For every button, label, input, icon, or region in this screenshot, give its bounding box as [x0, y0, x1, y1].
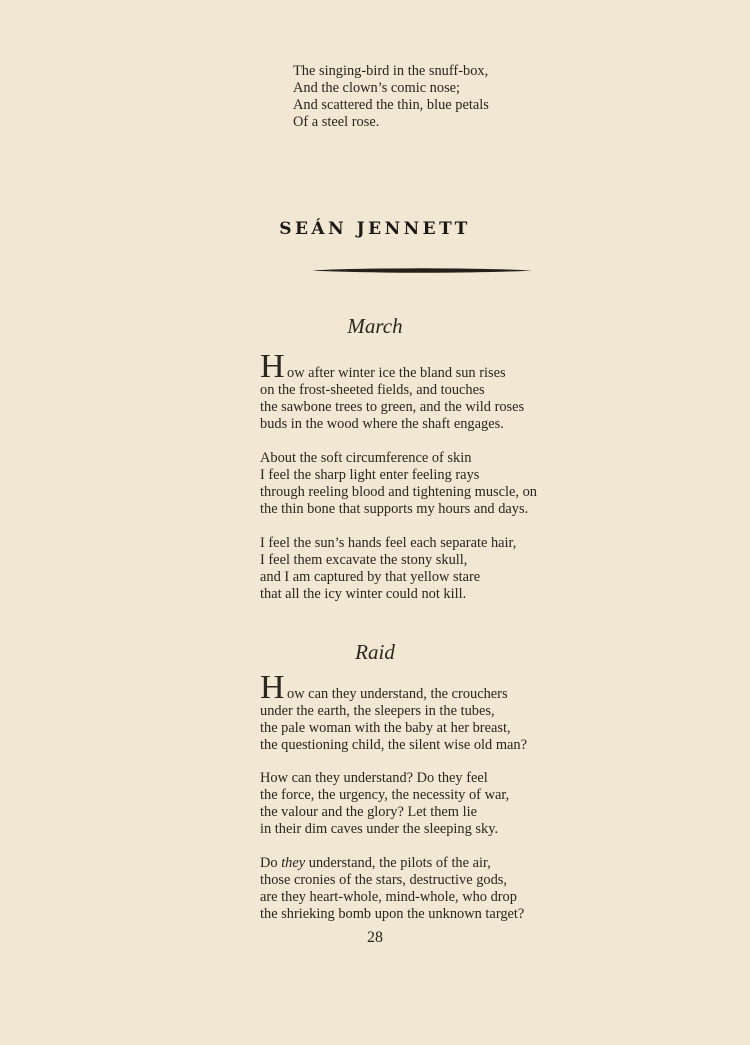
drop-cap: H [260, 348, 285, 385]
march-stanza-1 [260, 348, 525, 433]
poem-line: those cronies of the stars, destructive gods, [260, 872, 507, 888]
poem-line: And scattered the thin, blue petals [293, 97, 489, 113]
poem-line [260, 855, 524, 872]
drop-cap: H [260, 669, 285, 706]
poem-line: the force, the urgency, the necessity of war, [260, 787, 510, 803]
raid-stanza-3 [260, 855, 524, 923]
line-text: Do [260, 855, 282, 871]
poem-line: the questioning child, the silent wise old man? [260, 737, 527, 753]
poem-line: through reeling blood and tightening muscle, on [260, 484, 537, 500]
poem-first-line [260, 669, 527, 706]
poem-line: are they heart-whole, mind-whole, who drop [260, 889, 517, 905]
poem-first-line [260, 348, 524, 385]
poem-line: About the soft circumference of skin [260, 450, 472, 466]
poem-line: How can they understand? Do they feel [260, 770, 488, 786]
poem-line: I feel the sharp light enter feeling rays [260, 467, 480, 483]
poem-line: the sawbone trees to green, and the wild roses [260, 399, 525, 415]
poem-line: Of a steel rose. [293, 114, 380, 130]
poem-line: ow can they understand, the crouchers [287, 686, 508, 702]
page-number: 28 [367, 929, 383, 946]
raid-stanza-2 [260, 770, 509, 838]
poem-line: I feel the sun’s hands feel each separate hair, [260, 535, 517, 551]
poem-line: the thin bone that supports my hours and days. [260, 501, 529, 517]
poem-title-march: March [347, 314, 403, 338]
march-stanza-2 [260, 450, 537, 518]
top-stanza [293, 63, 489, 131]
poem-line: the pale woman with the baby at her breast, [260, 720, 511, 736]
line-text: understand, the pilots of the air, [305, 855, 491, 871]
poem-line: buds in the wood where the shaft engages. [260, 416, 504, 432]
march-stanza-3 [260, 535, 516, 603]
poem-line: I feel them excavate the stony skull, [260, 552, 468, 568]
author-heading: SEÁN JENNETT [279, 219, 471, 239]
poem-line: The singing-bird in the snuff-box, [293, 63, 489, 79]
raid-stanza-1 [260, 669, 527, 754]
poem-line: in their dim caves under the sleeping sky. [260, 821, 499, 837]
poem-line: the valour and the glory? Let them lie [260, 804, 477, 820]
emphasized-word: they [281, 855, 306, 871]
poem-line: under the earth, the sleepers in the tubes, [260, 703, 495, 719]
poem-line: on the frost-sheeted fields, and touches [260, 382, 485, 398]
poem-title-raid: Raid [355, 640, 395, 664]
poem-line: ow after winter ice the bland sun rises [287, 365, 506, 381]
poem-line: that all the icy winter could not kill. [260, 586, 467, 602]
ornamental-rule [312, 268, 532, 273]
poem-line: and I am captured by that yellow stare [260, 569, 481, 585]
poem-line: And the clown’s comic nose; [293, 80, 461, 96]
poem-line: the shrieking bomb upon the unknown target? [260, 906, 525, 922]
